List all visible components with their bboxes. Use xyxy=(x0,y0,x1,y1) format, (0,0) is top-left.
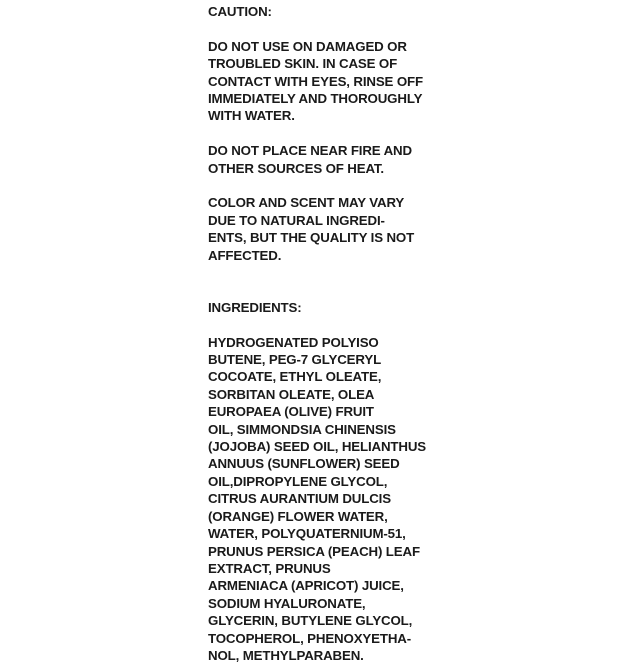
ingredient-line: ANNUUS (SUNFLOWER) SEED xyxy=(208,456,400,472)
caution-paragraph-fire xyxy=(208,142,468,177)
ingredient-line: CITRUS AURANTIUM DULCIS xyxy=(208,491,391,507)
caution-line: WITH WATER. xyxy=(208,108,295,124)
ingredients-section xyxy=(208,299,468,664)
caution-line: CONTACT WITH EYES, RINSE OFF xyxy=(208,73,423,89)
product-label-text xyxy=(208,0,468,664)
caution-line: ENTS, BUT THE QUALITY IS NOT xyxy=(208,230,415,246)
ingredients-list xyxy=(208,334,468,664)
caution-line: COLOR AND SCENT MAY VARY xyxy=(208,195,405,211)
ingredient-line: SORBITAN OLEATE, OLEA xyxy=(208,386,375,402)
caution-heading: CAUTION: xyxy=(208,4,272,19)
ingredient-line: ARMENIACA (APRICOT) JUICE, xyxy=(208,578,404,594)
ingredient-line: (ORANGE) FLOWER WATER, xyxy=(208,508,388,524)
ingredient-line: BUTENE, PEG-7 GLYCERYL xyxy=(208,352,382,368)
ingredient-line: PRUNUS PERSICA (PEACH) LEAF xyxy=(208,543,420,559)
caution-paragraph-color-scent xyxy=(208,194,468,264)
ingredient-line: GLYCERIN, BUTYLENE GLYCOL, xyxy=(208,613,413,629)
ingredient-line: OIL, SIMMONDSIA CHINENSIS xyxy=(208,421,396,437)
caution-line: IMMEDIATELY AND THOROUGHLY xyxy=(208,91,423,107)
caution-section xyxy=(208,0,468,264)
caution-line: DO NOT PLACE NEAR FIRE AND xyxy=(208,143,412,159)
ingredient-line: TOCOPHEROL, PHENOXYETHA- xyxy=(208,630,412,646)
caution-paragraph-eyes xyxy=(208,38,468,125)
ingredients-heading: INGREDIENTS: xyxy=(208,299,302,315)
ingredient-line: WATER, POLYQUATERNIUM-51, xyxy=(208,526,406,542)
ingredient-line: NOL, METHYLPARABEN. xyxy=(208,647,364,663)
caution-line: TROUBLED SKIN. IN CASE OF xyxy=(208,56,398,72)
ingredient-line: HYDROGENATED POLYISO xyxy=(208,334,379,350)
caution-line: DUE TO NATURAL INGREDI- xyxy=(208,212,385,228)
ingredient-line: OIL,DIPROPYLENE GLYCOL, xyxy=(208,473,388,489)
ingredient-line: EXTRACT, PRUNUS xyxy=(208,560,331,576)
caution-line: OTHER SOURCES OF HEAT. xyxy=(208,160,384,176)
caution-line: AFFECTED. xyxy=(208,247,282,263)
ingredient-line: SODIUM HYALURONATE, xyxy=(208,595,366,611)
ingredient-line: EUROPAEA (OLIVE) FRUIT xyxy=(208,404,374,420)
ingredient-line: COCOATE, ETHYL OLEATE, xyxy=(208,369,382,385)
ingredient-line: (JOJOBA) SEED OIL, HELIANTHUS xyxy=(208,439,427,455)
caution-line: DO NOT USE ON DAMAGED OR xyxy=(208,38,407,54)
